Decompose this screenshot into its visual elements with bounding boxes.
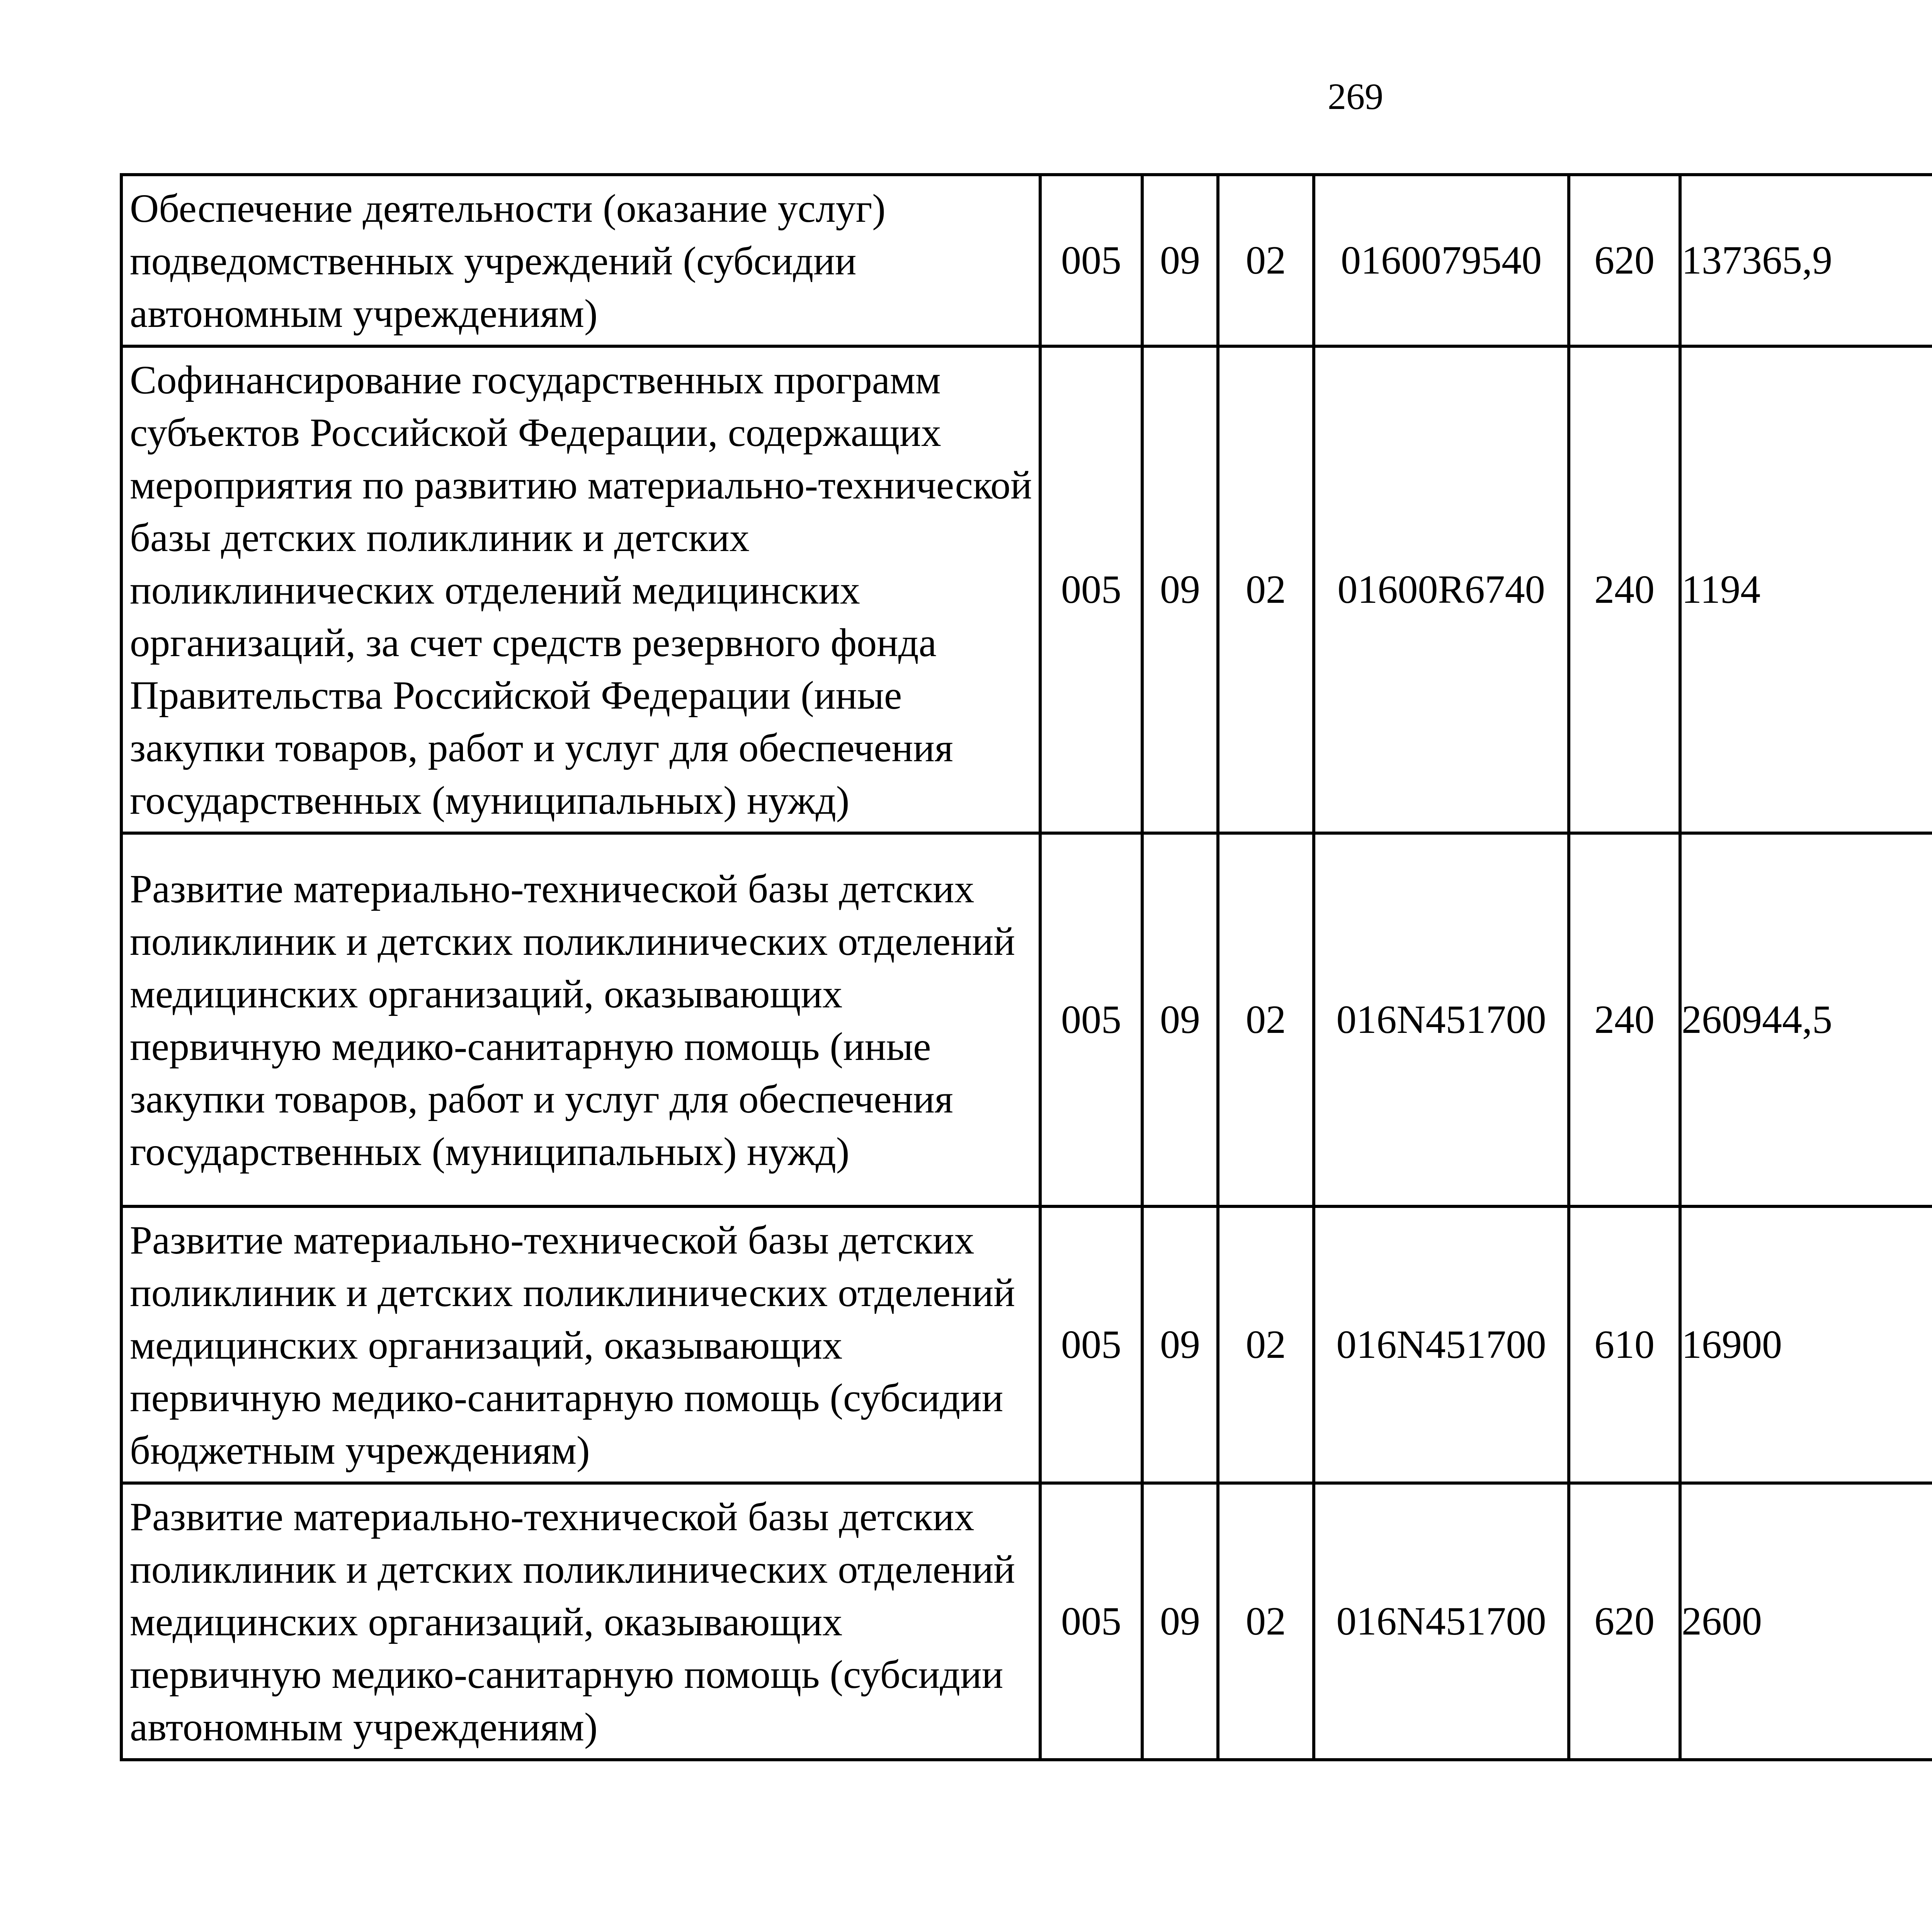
- table-row: [121, 346, 1932, 833]
- ministry-code: 005: [1040, 1206, 1142, 1483]
- row-description: Развитие материально-технической базы детских поликлиник и детских поликлинических отделений медицинских организаций, оказывающих первичную медико-санитарную помощь (субсидии бюджетным учреждениям): [121, 1206, 1040, 1483]
- ministry-code: 005: [1040, 175, 1142, 346]
- table-row: [121, 1206, 1932, 1483]
- expense-type-code: 240: [1569, 833, 1680, 1206]
- amount-year-1: 1194: [1680, 346, 1932, 833]
- ministry-code: 005: [1040, 346, 1142, 833]
- subsection-code: 02: [1218, 1206, 1314, 1483]
- section-code: 09: [1142, 833, 1218, 1206]
- subsection-code: 02: [1218, 346, 1314, 833]
- target-article-code: 016N451700: [1314, 833, 1569, 1206]
- row-description: Развитие материально-технической базы детских поликлиник и детских поликлинических отделений медицинских организаций, оказывающих первичную медико-санитарную помощь (субсидии автономным учреждениям): [121, 1483, 1040, 1760]
- page-number: 269: [1328, 76, 1383, 117]
- row-description: Обеспечение деятельности (оказание услуг) подведомственных учреждений (субсидии автономным учреждениям): [121, 175, 1040, 346]
- expense-type-code: 610: [1569, 1206, 1680, 1483]
- amount-year-1: 2600: [1680, 1483, 1932, 1760]
- expense-type-code: 240: [1569, 346, 1680, 833]
- target-article-code: 0160079540: [1314, 175, 1569, 346]
- subsection-code: 02: [1218, 1483, 1314, 1760]
- target-article-code: 016N451700: [1314, 1206, 1569, 1483]
- expense-type-code: 620: [1569, 175, 1680, 346]
- amount-year-1: 137365,9: [1680, 175, 1932, 346]
- subsection-code: 02: [1218, 833, 1314, 1206]
- ministry-code: 005: [1040, 1483, 1142, 1760]
- section-code: 09: [1142, 175, 1218, 346]
- expense-type-code: 620: [1569, 1483, 1680, 1760]
- row-description: Развитие материально-технической базы детских поликлиник и детских поликлинических отделений медицинских организаций, оказывающих первичную медико-санитарную помощь (иные закупки товаров, работ и услуг для обеспечения государственных (муниципальных) нужд): [121, 833, 1040, 1206]
- amount-year-1: 16900: [1680, 1206, 1932, 1483]
- amount-year-1: 260944,5: [1680, 833, 1932, 1206]
- budget-table: [120, 173, 1932, 1761]
- table-row: [121, 175, 1932, 346]
- table-row: [121, 833, 1932, 1206]
- target-article-code: 01600R6740: [1314, 346, 1569, 833]
- section-code: 09: [1142, 346, 1218, 833]
- target-article-code: 016N451700: [1314, 1483, 1569, 1760]
- ministry-code: 005: [1040, 833, 1142, 1206]
- section-code: 09: [1142, 1483, 1218, 1760]
- section-code: 09: [1142, 1206, 1218, 1483]
- subsection-code: 02: [1218, 175, 1314, 346]
- table-row: [121, 1483, 1932, 1760]
- row-description: Софинансирование государственных программ субъектов Российской Федерации, содержащих мероприятия по развитию материально-технической базы детских поликлиник и детских поликлинических отделений медицинских организаций, за счет средств резервного фонда Правительства Российской Федерации (иные закупки товаров, работ и услуг для обеспечения государственных (муниципальных) нужд): [121, 346, 1040, 833]
